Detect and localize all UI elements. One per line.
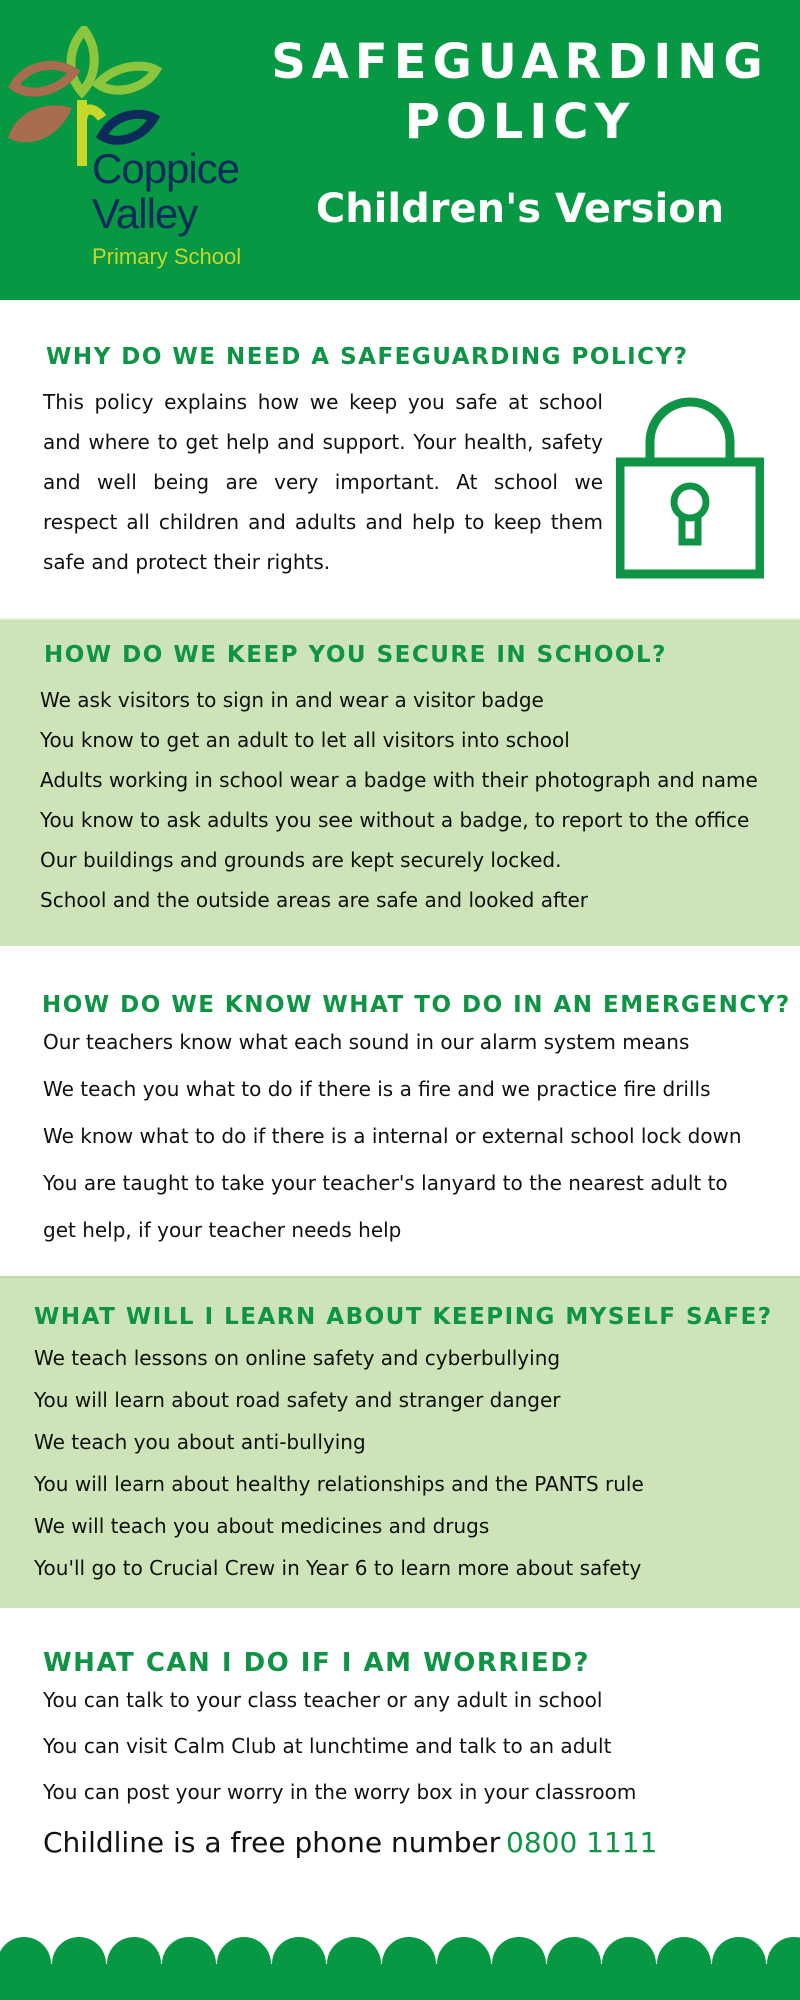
padlock-icon (616, 390, 764, 580)
school-name-line3: Primary School (92, 244, 242, 269)
childline-text: Childline is a free phone number (43, 1826, 501, 1859)
section-why-policy (0, 300, 800, 618)
list-item: You will learn about road safety and stranger danger (34, 1388, 561, 1412)
page-title-line1: SAFEGUARDING (271, 34, 769, 90)
list-item: You can visit Calm Club at lunchtime and talk to an adult (43, 1734, 612, 1758)
list-item: We ask visitors to sign in and wear a visitor badge (40, 688, 544, 712)
list-item: You know to get an adult to let all visitors into school (40, 728, 570, 752)
list-item: We know what to do if there is a internal or external school lock down (43, 1124, 742, 1148)
list-item: Adults working in school wear a badge with their photograph and name (40, 768, 758, 792)
list-item: You'll go to Crucial Crew in Year 6 to learn more about safety (34, 1556, 642, 1580)
section-heading: WHAT WILL I LEARN ABOUT KEEPING MYSELF SAFE? (34, 1304, 773, 1330)
section-learn-safety (0, 1276, 800, 1610)
list-item: We teach you about anti-bullying (34, 1430, 366, 1454)
page-title-line2: POLICY (404, 94, 636, 150)
school-logo (6, 26, 266, 276)
school-name-line1: Coppice (92, 145, 240, 192)
list-item: Our teachers know what each sound in our alarm system means (43, 1030, 690, 1054)
list-item: You will learn about healthy relationships and the PANTS rule (34, 1472, 644, 1496)
section-heading: WHY DO WE NEED A SAFEGUARDING POLICY? (46, 344, 689, 370)
section-keep-secure (0, 618, 800, 948)
list-item: We teach you what to do if there is a fire and we practice fire drills (43, 1077, 711, 1101)
list-item: We teach lessons on online safety and cyberbullying (34, 1346, 561, 1370)
list-item: Our buildings and grounds are kept securely locked. (40, 848, 562, 872)
list-item: You are taught to take your teacher's lanyard to the nearest adult to (43, 1171, 728, 1195)
list-item: get help, if your teacher needs help (43, 1218, 402, 1242)
section-paragraph: This policy explains how we keep you safe at school and where to get help and support. Your health, safety and well being are very important. At school we respect all children and adults and help to keep them safe and protect their rights. (43, 390, 603, 574)
section-heading: HOW DO WE KEEP YOU SECURE IN SCHOOL? (44, 642, 667, 668)
list-item: You can talk to your class teacher or any adult in school (43, 1688, 603, 1712)
school-name-line2: Valley (92, 190, 198, 237)
section-emergency (0, 946, 800, 1276)
section-heading: WHAT CAN I DO IF I AM WORRIED? (43, 1648, 590, 1678)
section-heading: HOW DO WE KNOW WHAT TO DO IN AN EMERGENCY? (42, 992, 791, 1018)
page-subtitle: Children's Version (315, 186, 725, 232)
childline-phone-number[interactable]: 0800 1111 (506, 1826, 658, 1859)
list-item: You can post your worry in the worry box in your classroom (43, 1780, 637, 1804)
list-item: We will teach you about medicines and drugs (34, 1514, 490, 1538)
header-banner (0, 0, 800, 300)
scalloped-footer (0, 1930, 800, 2000)
list-item: School and the outside areas are safe and looked after (40, 888, 589, 912)
list-item: You know to ask adults you see without a badge, to report to the office (40, 808, 750, 832)
